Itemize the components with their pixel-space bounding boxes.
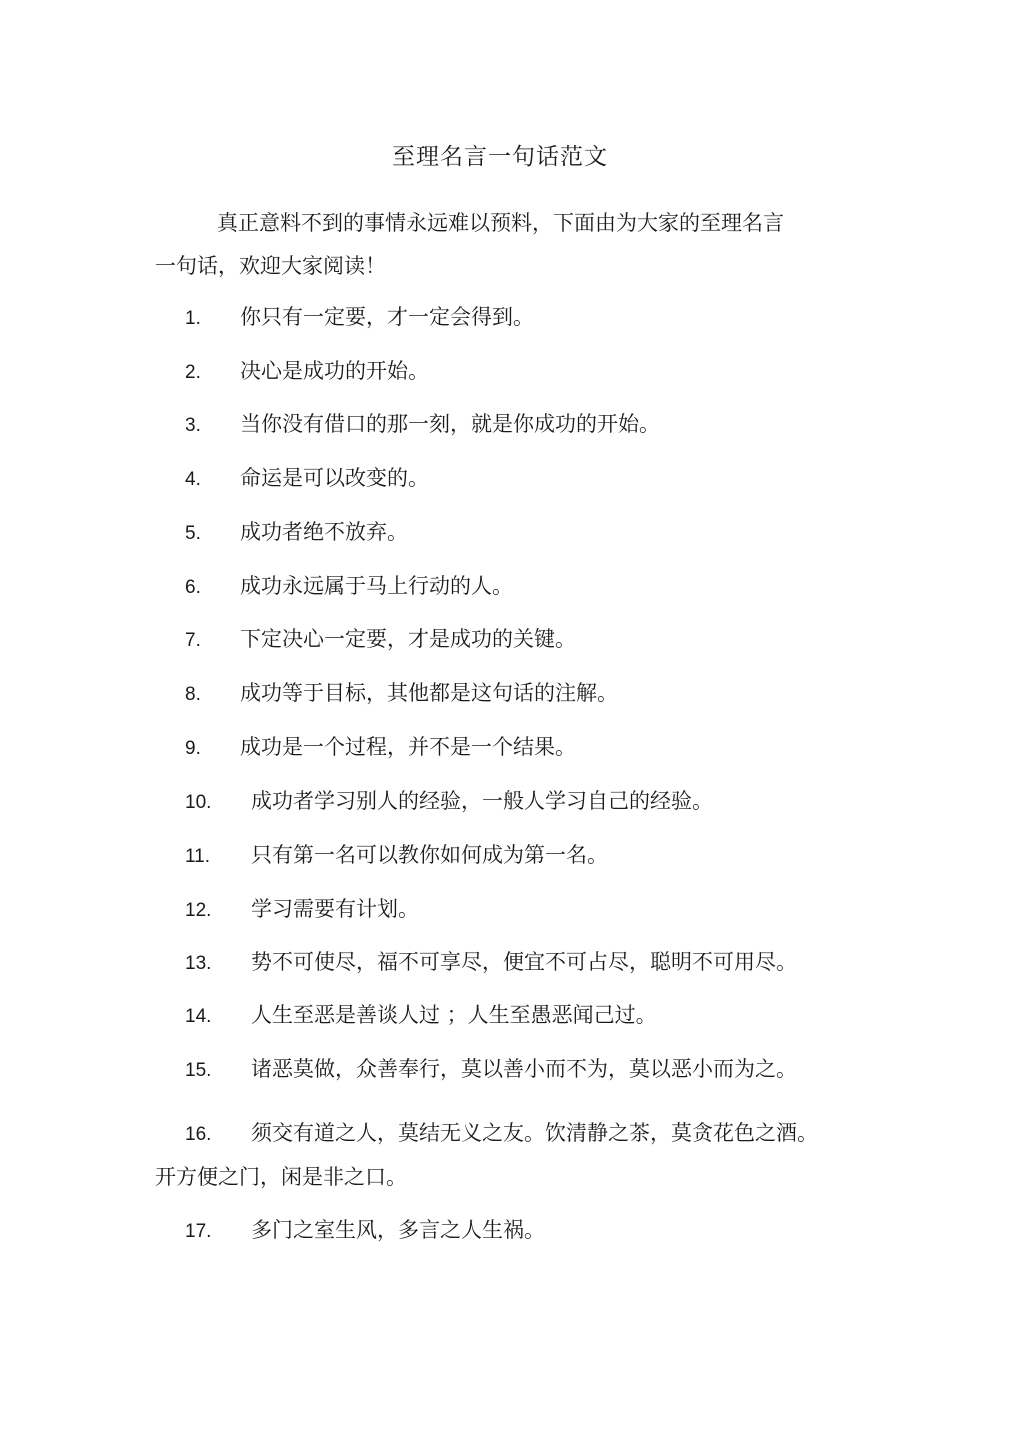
quote-text: 成功者学习别人的经验，一般人学习自己的经验。 — [251, 789, 713, 813]
quote-text: 多门之室生风，多言之人生祸。 — [251, 1218, 545, 1242]
quote-text: 成功者绝不放弃。 — [240, 520, 408, 544]
intro-paragraph — [155, 202, 845, 288]
quote-text: 下定决心一定要，才是成功的关键。 — [240, 627, 576, 651]
quote-item — [155, 350, 855, 394]
intro-line: 一句话，欢迎大家阅读！ — [155, 254, 386, 278]
quote-item — [155, 457, 855, 501]
quote-item — [155, 1112, 855, 1198]
quote-text: 只有第一名可以教你如何成为第一名。 — [251, 843, 608, 867]
quote-number: 3. — [185, 415, 201, 436]
intro-line: 真正意料不到的事情永远难以预料，下面由为大家的至理名言 — [217, 211, 784, 235]
quote-text: 人生至恶是善谈人过 ；人生至愚恶闻己过。 — [251, 1003, 657, 1027]
quote-number: 15. — [185, 1060, 212, 1081]
quote-number: 6. — [185, 577, 201, 598]
quote-text: 势不可使尽，福不可享尽，便宜不可占尽，聪明不可用尽。 — [251, 950, 797, 974]
quote-number: 14. — [185, 1006, 212, 1027]
quote-item — [155, 1048, 855, 1092]
quote-item — [155, 403, 855, 447]
quote-item — [155, 888, 855, 932]
quote-number: 16. — [185, 1124, 212, 1145]
quote-item — [155, 1209, 855, 1253]
quote-number: 5. — [185, 523, 201, 544]
quote-item — [155, 296, 855, 340]
quote-item — [155, 834, 855, 878]
quote-text: 你只有一定要，才一定会得到。 — [240, 305, 534, 329]
quote-number: 9. — [185, 738, 201, 759]
quote-item — [155, 672, 855, 716]
quote-text: 须交有道之人，莫结无义之友。饮清静之茶，莫贪花色之酒。 — [251, 1121, 818, 1145]
quote-number: 10. — [185, 792, 212, 813]
quote-number: 1. — [185, 308, 201, 329]
quote-number: 17. — [185, 1221, 212, 1242]
quote-number: 11. — [185, 846, 211, 867]
page-title: 至理名言一句话范文 — [392, 144, 608, 170]
quote-text: 成功永远属于马上行动的人。 — [240, 574, 513, 598]
quote-text: 诸恶莫做，众善奉行，莫以善小而不为，莫以恶小而为之。 — [251, 1057, 797, 1081]
quote-number: 8. — [185, 684, 201, 705]
quote-text: 决心是成功的开始。 — [240, 359, 429, 383]
quote-number: 7. — [185, 630, 201, 651]
quote-text: 命运是可以改变的。 — [240, 466, 429, 490]
quote-item — [155, 780, 855, 824]
quote-item — [155, 618, 855, 662]
quote-number: 12. — [185, 900, 212, 921]
quote-number: 4. — [185, 469, 201, 490]
quote-item — [155, 726, 855, 770]
quote-number: 13. — [185, 953, 212, 974]
quote-item — [155, 511, 855, 555]
quote-item — [155, 941, 855, 985]
quote-text: 学习需要有计划。 — [251, 897, 419, 921]
quote-text: 当你没有借口的那一刻，就是你成功的开始。 — [240, 412, 660, 436]
quote-item — [155, 565, 855, 609]
quote-text: 成功是一个过程，并不是一个结果。 — [240, 735, 576, 759]
quote-item — [155, 994, 855, 1038]
quote-text: 成功等于目标，其他都是这句话的注解。 — [240, 681, 618, 705]
quote-text-continuation: 开方便之门，闲是非之口。 — [155, 1165, 407, 1189]
quote-number: 2. — [185, 362, 201, 383]
